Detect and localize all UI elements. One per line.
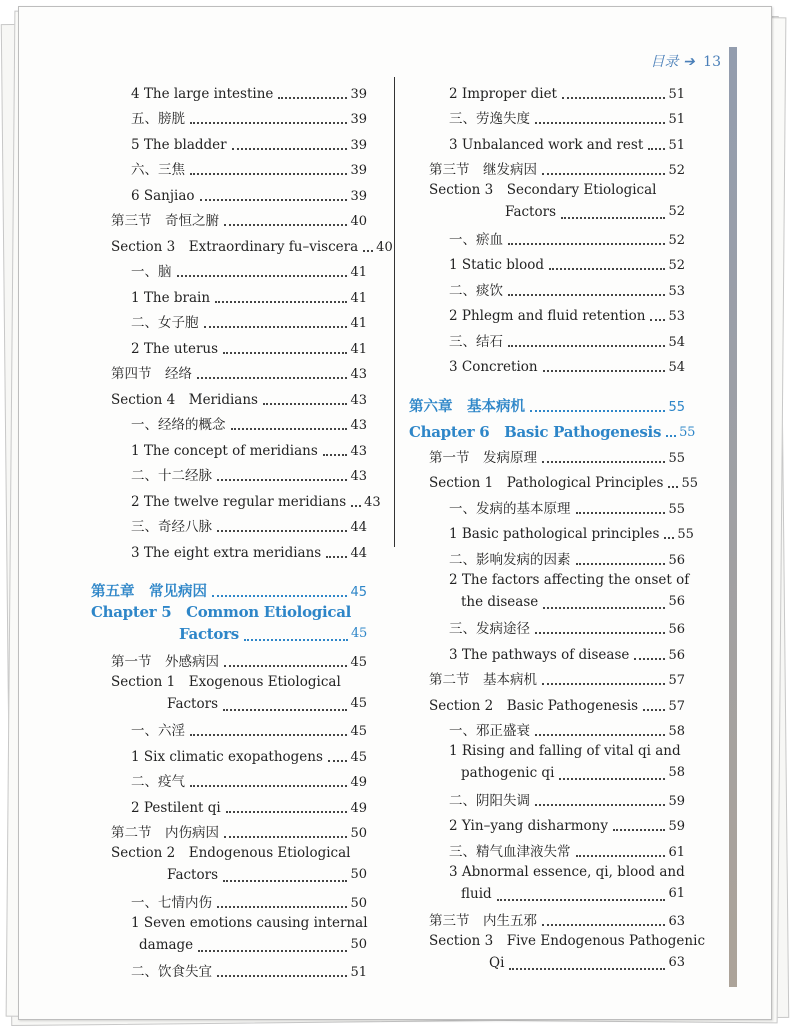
toc-entry[interactable]: 1 Seven emotions causing internal damage 50 [131,914,368,953]
toc-section[interactable]: 第三节 内生五邪 63 [429,913,685,929]
running-head-title: 目录 [650,54,679,70]
toc-entry[interactable]: 2 The factors affecting the onset of the disease 56 [449,571,690,610]
toc-entry[interactable]: 1 Basic pathological principles 55 [449,526,694,542]
toc-entry[interactable]: 3 Concretion 54 [449,359,685,375]
toc-entry[interactable]: 1 The brain 41 [131,289,367,306]
page-number: 13 [703,54,721,70]
toc-chapter[interactable]: Chapter 5 Common Etiological Factors 45 [91,603,367,643]
toc-entry[interactable]: 3 The eight extra meridians 44 [131,544,367,561]
toc-entry[interactable]: 一、发病的基本原理 55 [449,500,685,517]
toc-entry[interactable]: 二、饮食失宜 51 [131,964,367,980]
toc-column-right [409,77,705,974]
toc-section[interactable]: 第一节 外感病因 45 [111,653,367,670]
toc-section[interactable]: Section 1 Exogenous Etiological Factors 45 [111,673,367,712]
toc-entry[interactable]: 2 The twelve regular meridians 43 [131,493,381,510]
toc-section[interactable]: 第三节 继发病因 52 [429,162,685,178]
toc-section[interactable]: Section 3 Five Endogenous Pathogenic Qi 63 [429,933,705,971]
toc-chapter[interactable]: 第五章 常见病因 45 [91,584,367,600]
toc-entry[interactable]: 二、痰饮 53 [449,282,685,299]
toc-section[interactable]: 第三节 奇恒之腑 40 [111,213,367,229]
toc-entry[interactable]: 三、发病途径 56 [449,621,685,637]
toc-entry[interactable]: 三、奇经八脉 44 [131,519,367,535]
toc-entry[interactable]: 3 The pathways of disease 56 [449,646,685,663]
book-page [18,6,772,1020]
toc-section[interactable]: Section 3 Secondary Etiological Factors 52 [429,182,685,220]
toc-entry[interactable]: 二、十二经脉 43 [131,468,367,484]
toc-entry[interactable]: 二、疫气 49 [131,774,367,790]
page-edge-strip [729,47,737,987]
toc-entry[interactable]: 一、经络的概念 43 [131,417,367,433]
toc-entry[interactable]: 三、结石 54 [449,333,685,350]
toc-chapter[interactable]: 第六章 基本病机 55 [409,398,685,415]
toc-entry[interactable]: 三、劳逸失度 51 [449,111,685,127]
toc-entry[interactable]: 三、精气血津液失常 61 [449,843,685,860]
toc-section[interactable]: 第二节 内伤病因 50 [111,825,367,841]
toc-entry[interactable]: 2 Yin–yang disharmony 59 [449,818,685,834]
toc-section[interactable]: Section 2 Basic Pathogenesis 57 [429,697,685,714]
toc-entry[interactable]: 一、六淫 45 [131,723,367,739]
toc-entry[interactable]: 二、阴阳失调 59 [449,792,685,809]
toc-entry[interactable]: 2 The uterus 41 [131,340,367,357]
toc-entry[interactable]: 六、三焦 39 [131,162,367,178]
toc-section[interactable]: 第二节 基本病机 57 [429,672,685,688]
toc-entry[interactable]: 二、影响发病的因素 56 [449,551,685,568]
toc-entry[interactable]: 6 Sanjiao 39 [131,187,367,204]
toc-entry[interactable]: 2 Improper diet 51 [449,85,685,102]
toc-entry[interactable]: 2 Pestilent qi 49 [131,799,367,816]
toc-section[interactable]: Section 3 Extraordinary fu–viscera 40 [111,238,393,255]
toc-entry[interactable]: 五、膀胱 39 [131,111,367,127]
toc-entry[interactable]: 1 Static blood 52 [449,257,685,273]
toc-section[interactable]: 第四节 经络 43 [111,366,367,382]
toc-entry[interactable]: 一、瘀血 52 [449,231,685,248]
toc-entry[interactable]: 一、脑 41 [131,264,367,280]
toc-section[interactable]: Section 1 Pathological Principles 55 [429,475,698,491]
toc-entry[interactable]: 5 The bladder 39 [131,136,367,153]
toc-entry[interactable]: 一、七情内伤 50 [131,894,367,911]
toc-entry[interactable]: 4 The large intestine 39 [131,85,367,102]
toc-entry[interactable]: 3 Unbalanced work and rest 51 [449,136,685,153]
running-header [651,51,721,71]
toc-entry[interactable]: 1 Six climatic exopathogens 45 [131,748,367,765]
toc-entry[interactable]: 二、女子胞 41 [131,315,367,331]
toc-section[interactable]: Section 4 Meridians 43 [111,391,367,408]
toc-entry[interactable]: 3 Abnormal essence, qi, blood and fluid 61 [449,863,685,902]
toc-chapter[interactable]: Chapter 6 Basic Pathogenesis 55 [409,423,696,441]
column-divider [394,77,395,547]
arrow-icon: ➔ [682,54,695,70]
toc-section[interactable]: 第一节 发病原理 55 [429,449,685,466]
toc-column-left [91,77,393,981]
toc-entry[interactable]: 1 The concept of meridians 43 [131,442,367,459]
toc-entry[interactable]: 1 Rising and falling of vital qi and pathogenic qi 58 [449,743,685,781]
toc-entry[interactable]: 一、邪正盛衰 58 [449,723,685,739]
toc-section[interactable]: Section 2 Endogenous Etiological Factors 50 [111,845,367,883]
toc-entry[interactable]: 2 Phlegm and fluid retention 53 [449,308,685,324]
